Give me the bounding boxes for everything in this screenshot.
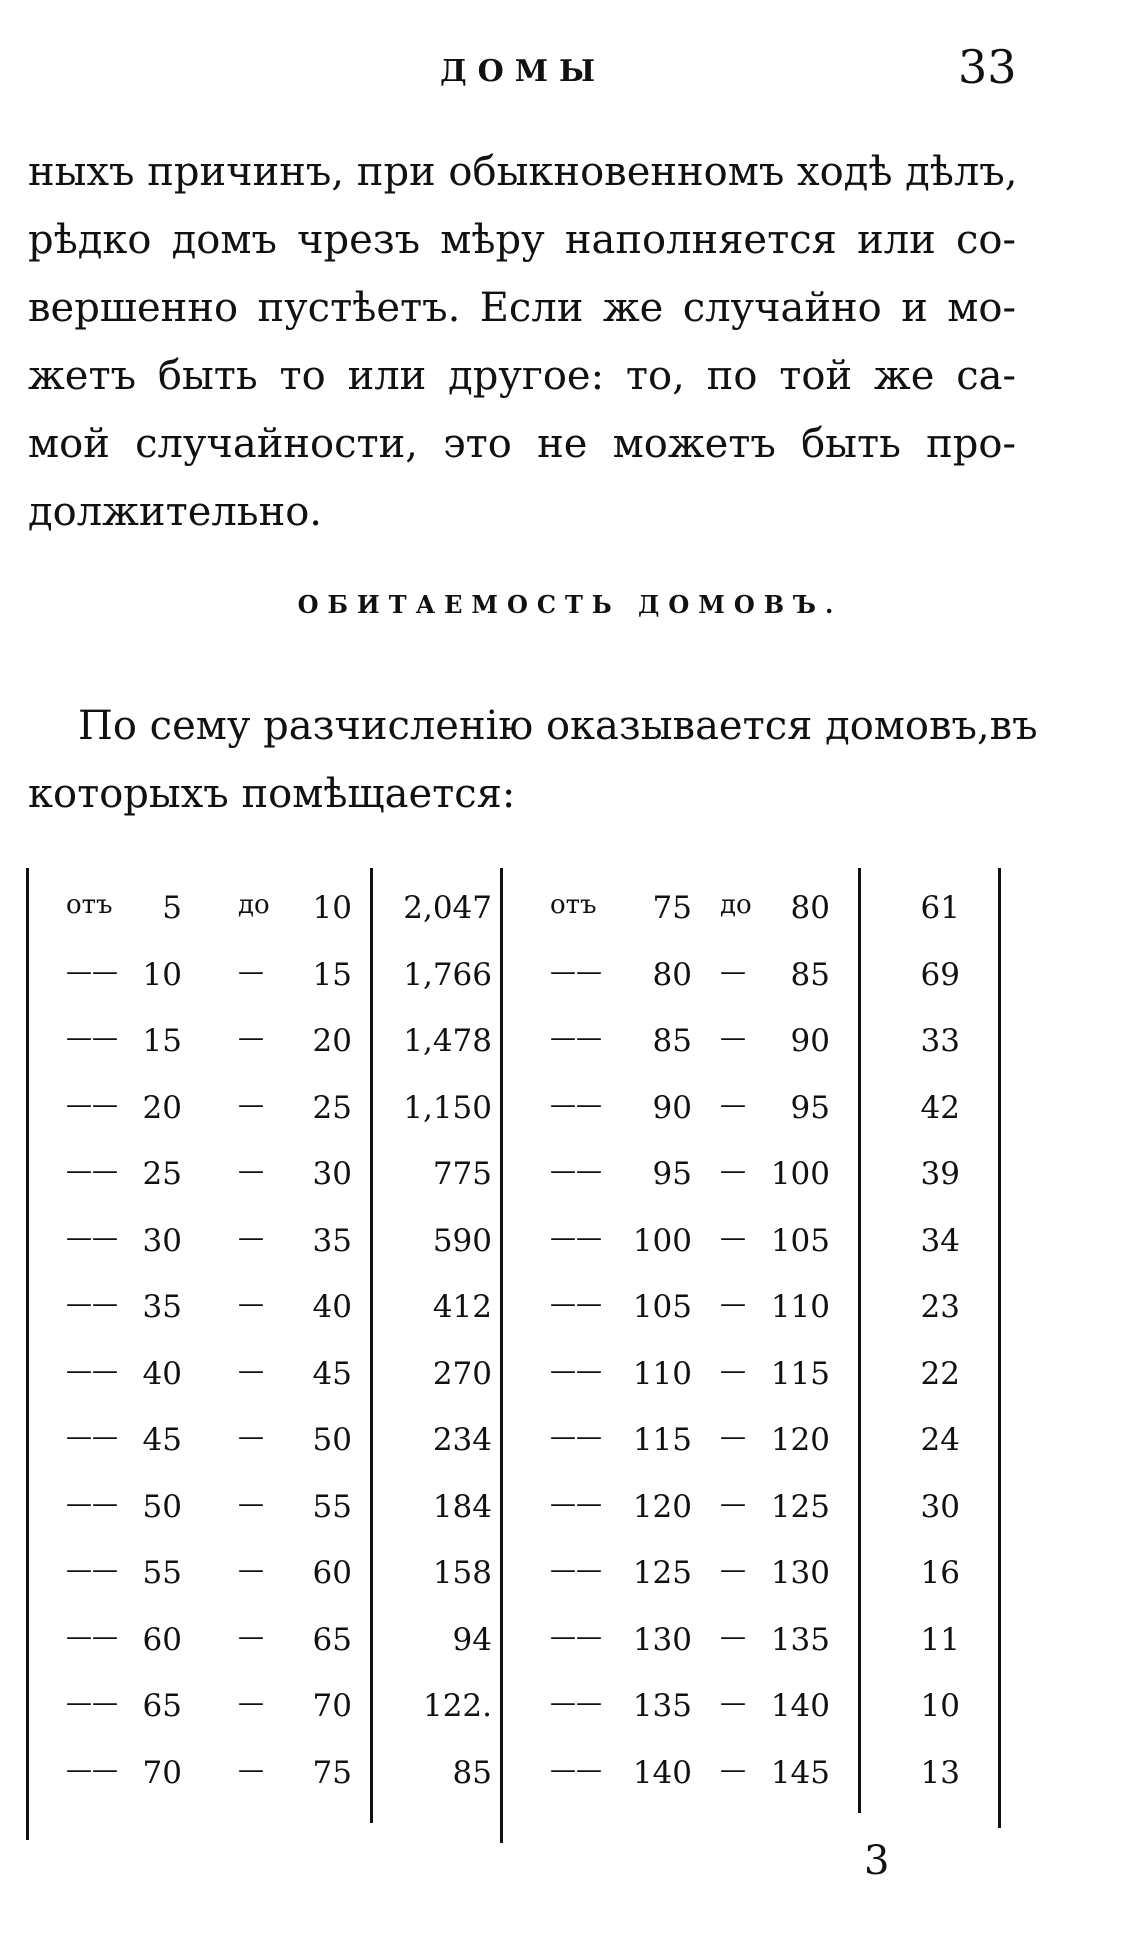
range-prefix: —— <box>66 1355 118 1386</box>
table-row <box>20 1610 1010 1676</box>
range-prefix: —— <box>550 1555 602 1585</box>
range-to: 90 <box>790 1023 830 1059</box>
range-to: 45 <box>312 1355 352 1392</box>
range-from: 45 <box>142 1422 182 1458</box>
range-separator: — <box>238 1422 264 1452</box>
range-prefix: —— <box>550 1222 602 1253</box>
house-count: 42 <box>920 1089 960 1126</box>
range-separator: — <box>238 1488 264 1519</box>
range-to: 100 <box>770 1156 830 1192</box>
range-prefix: —— <box>550 1621 602 1652</box>
house-count: 13 <box>920 1754 960 1791</box>
range-to: 20 <box>312 1023 352 1059</box>
range-separator: — <box>238 1156 264 1186</box>
range-separator: — <box>720 1289 746 1319</box>
range-separator: — <box>720 1688 746 1718</box>
range-separator: — <box>238 1621 264 1652</box>
range-to: 65 <box>312 1621 352 1658</box>
range-prefix: —— <box>550 1156 602 1186</box>
range-prefix: —— <box>66 1488 118 1519</box>
range-from: 115 <box>632 1422 692 1458</box>
range-separator: — <box>238 1355 264 1386</box>
table-row <box>20 1211 1010 1277</box>
range-from: 105 <box>632 1289 692 1325</box>
range-separator: — <box>720 1422 746 1452</box>
house-count: 184 <box>432 1488 492 1525</box>
range-separator: — <box>720 1488 746 1519</box>
range-to: 105 <box>770 1222 830 1259</box>
table-row <box>20 878 1010 944</box>
table-row <box>20 945 1010 1011</box>
house-count: 85 <box>452 1754 492 1791</box>
house-count: 775 <box>432 1156 492 1192</box>
house-count: 1,478 <box>403 1023 492 1059</box>
range-to: 40 <box>312 1289 352 1325</box>
range-to: 55 <box>312 1488 352 1525</box>
body-line: должительно. <box>28 489 323 535</box>
body-paragraph <box>28 138 1016 546</box>
range-prefix: отъ <box>550 890 597 920</box>
house-count: 2,047 <box>403 890 492 926</box>
section-heading: ОБИТАЕМОСТЬ ДОМОВЪ. <box>297 590 843 619</box>
house-count: 23 <box>920 1289 960 1325</box>
range-from: 85 <box>652 1023 692 1059</box>
range-to: 85 <box>790 956 830 993</box>
range-from: 10 <box>142 956 182 993</box>
range-to: 95 <box>790 1089 830 1126</box>
range-from: 80 <box>652 956 692 993</box>
range-prefix: —— <box>550 1023 602 1053</box>
running-head-title: ДОМЫ <box>440 54 607 89</box>
table-row <box>20 1277 1010 1343</box>
body-line: жетъ быть то или другое: то, по той же са- <box>28 353 1016 399</box>
house-count: 34 <box>920 1222 960 1259</box>
range-to: 140 <box>770 1688 830 1724</box>
range-prefix: —— <box>550 1688 602 1718</box>
table-row <box>20 1078 1010 1144</box>
table-row <box>20 1743 1010 1809</box>
range-from: 120 <box>632 1488 692 1525</box>
house-count: 69 <box>920 956 960 993</box>
range-separator: — <box>720 956 746 987</box>
range-prefix: —— <box>66 1156 118 1186</box>
range-separator: — <box>720 1222 746 1253</box>
table-row <box>20 1676 1010 1742</box>
body-line: мой случайности, это не можетъ быть про- <box>28 421 1016 467</box>
range-prefix: —— <box>66 1023 118 1053</box>
range-from: 60 <box>142 1621 182 1658</box>
range-separator: — <box>238 1754 264 1785</box>
range-separator: — <box>720 1156 746 1186</box>
body-line: вершенно пустѣетъ. Если же случайно и мо- <box>28 285 1016 331</box>
range-from: 75 <box>652 890 692 926</box>
range-prefix: —— <box>550 1422 602 1452</box>
range-prefix: —— <box>66 1754 118 1785</box>
body-line: ныхъ причинъ, при обыкновенномъ ходѣ дѣлъ, <box>28 149 1018 195</box>
house-count: 39 <box>920 1156 960 1192</box>
range-prefix: —— <box>66 1621 118 1652</box>
range-to: 10 <box>312 890 352 926</box>
table-row <box>20 1144 1010 1210</box>
body-line: рѣдко домъ чрезъ мѣру наполняется или со- <box>28 217 1016 263</box>
range-separator: — <box>238 1289 264 1319</box>
range-from: 125 <box>632 1555 692 1591</box>
house-count: 1,766 <box>403 956 492 993</box>
range-to: 15 <box>312 956 352 993</box>
range-prefix: —— <box>66 1422 118 1452</box>
house-count: 1,150 <box>403 1089 492 1126</box>
table-row <box>20 1410 1010 1476</box>
running-head <box>0 40 1140 110</box>
range-to: 130 <box>770 1555 830 1591</box>
range-from: 40 <box>142 1355 182 1392</box>
house-count: 158 <box>432 1555 492 1591</box>
range-from: 65 <box>142 1688 182 1724</box>
house-count: 270 <box>432 1355 492 1392</box>
range-separator: — <box>238 1688 264 1718</box>
range-to: 80 <box>790 890 830 926</box>
range-separator: до <box>720 890 752 920</box>
range-from: 130 <box>632 1621 692 1658</box>
range-from: 135 <box>632 1688 692 1724</box>
house-count: 33 <box>920 1023 960 1059</box>
range-separator: — <box>238 956 264 987</box>
range-to: 135 <box>770 1621 830 1658</box>
house-count: 16 <box>920 1555 960 1591</box>
range-prefix: —— <box>550 1754 602 1785</box>
range-to: 35 <box>312 1222 352 1259</box>
range-from: 55 <box>142 1555 182 1591</box>
house-count: 122. <box>422 1688 492 1724</box>
range-from: 15 <box>142 1023 182 1059</box>
range-to: 75 <box>312 1754 352 1791</box>
range-from: 110 <box>632 1355 692 1392</box>
range-to: 70 <box>312 1688 352 1724</box>
range-to: 25 <box>312 1089 352 1126</box>
house-count: 234 <box>432 1422 492 1458</box>
house-count: 10 <box>920 1688 960 1724</box>
range-to: 125 <box>770 1488 830 1525</box>
range-prefix: —— <box>66 1222 118 1253</box>
range-prefix: —— <box>66 1688 118 1718</box>
range-from: 100 <box>632 1222 692 1259</box>
range-from: 50 <box>142 1488 182 1525</box>
range-prefix: —— <box>66 1089 118 1120</box>
range-prefix: —— <box>66 1555 118 1585</box>
range-separator: — <box>720 1355 746 1386</box>
range-separator: — <box>238 1555 264 1585</box>
range-prefix: —— <box>550 1355 602 1386</box>
table-row <box>20 1477 1010 1543</box>
range-to: 110 <box>770 1289 830 1325</box>
range-separator: — <box>720 1555 746 1585</box>
range-to: 120 <box>770 1422 830 1458</box>
range-separator: — <box>720 1023 746 1053</box>
range-prefix: —— <box>550 1488 602 1519</box>
range-prefix: —— <box>66 956 118 987</box>
range-separator: — <box>720 1621 746 1652</box>
range-to: 50 <box>312 1422 352 1458</box>
house-count: 24 <box>920 1422 960 1458</box>
house-count: 22 <box>920 1355 960 1392</box>
range-from: 90 <box>652 1089 692 1126</box>
range-to: 115 <box>770 1355 830 1392</box>
signature-mark: 3 <box>864 1838 890 1884</box>
range-separator: — <box>238 1023 264 1053</box>
range-to: 60 <box>312 1555 352 1591</box>
range-separator: — <box>720 1089 746 1120</box>
intro-line: которыхъ помѣщается: <box>28 771 516 817</box>
range-prefix: —— <box>550 1089 602 1120</box>
range-prefix: —— <box>550 956 602 987</box>
range-from: 30 <box>142 1222 182 1259</box>
page-number: 33 <box>958 40 1017 94</box>
table-row <box>20 1011 1010 1077</box>
house-count: 412 <box>432 1289 492 1325</box>
range-from: 95 <box>652 1156 692 1192</box>
house-count: 30 <box>920 1488 960 1525</box>
range-from: 5 <box>162 890 182 926</box>
range-from: 25 <box>142 1156 182 1192</box>
range-from: 35 <box>142 1289 182 1325</box>
table-row <box>20 1543 1010 1609</box>
intro-line: По сему разчисленію оказывается домовъ,въ <box>78 703 1038 749</box>
range-from: 140 <box>632 1754 692 1791</box>
range-prefix: —— <box>550 1289 602 1319</box>
range-from: 20 <box>142 1089 182 1126</box>
range-separator: — <box>238 1089 264 1120</box>
house-count: 11 <box>920 1621 960 1658</box>
range-prefix: отъ <box>66 890 113 920</box>
range-separator: — <box>238 1222 264 1253</box>
range-from: 70 <box>142 1754 182 1791</box>
occupancy-table <box>20 868 1010 1848</box>
house-count: 94 <box>452 1621 492 1658</box>
intro-paragraph <box>28 692 1038 828</box>
range-separator: — <box>720 1754 746 1785</box>
range-separator: до <box>238 890 270 920</box>
house-count: 590 <box>432 1222 492 1259</box>
range-to: 145 <box>770 1754 830 1791</box>
house-count: 61 <box>920 890 960 926</box>
range-prefix: —— <box>66 1289 118 1319</box>
table-row <box>20 1344 1010 1410</box>
range-to: 30 <box>312 1156 352 1192</box>
